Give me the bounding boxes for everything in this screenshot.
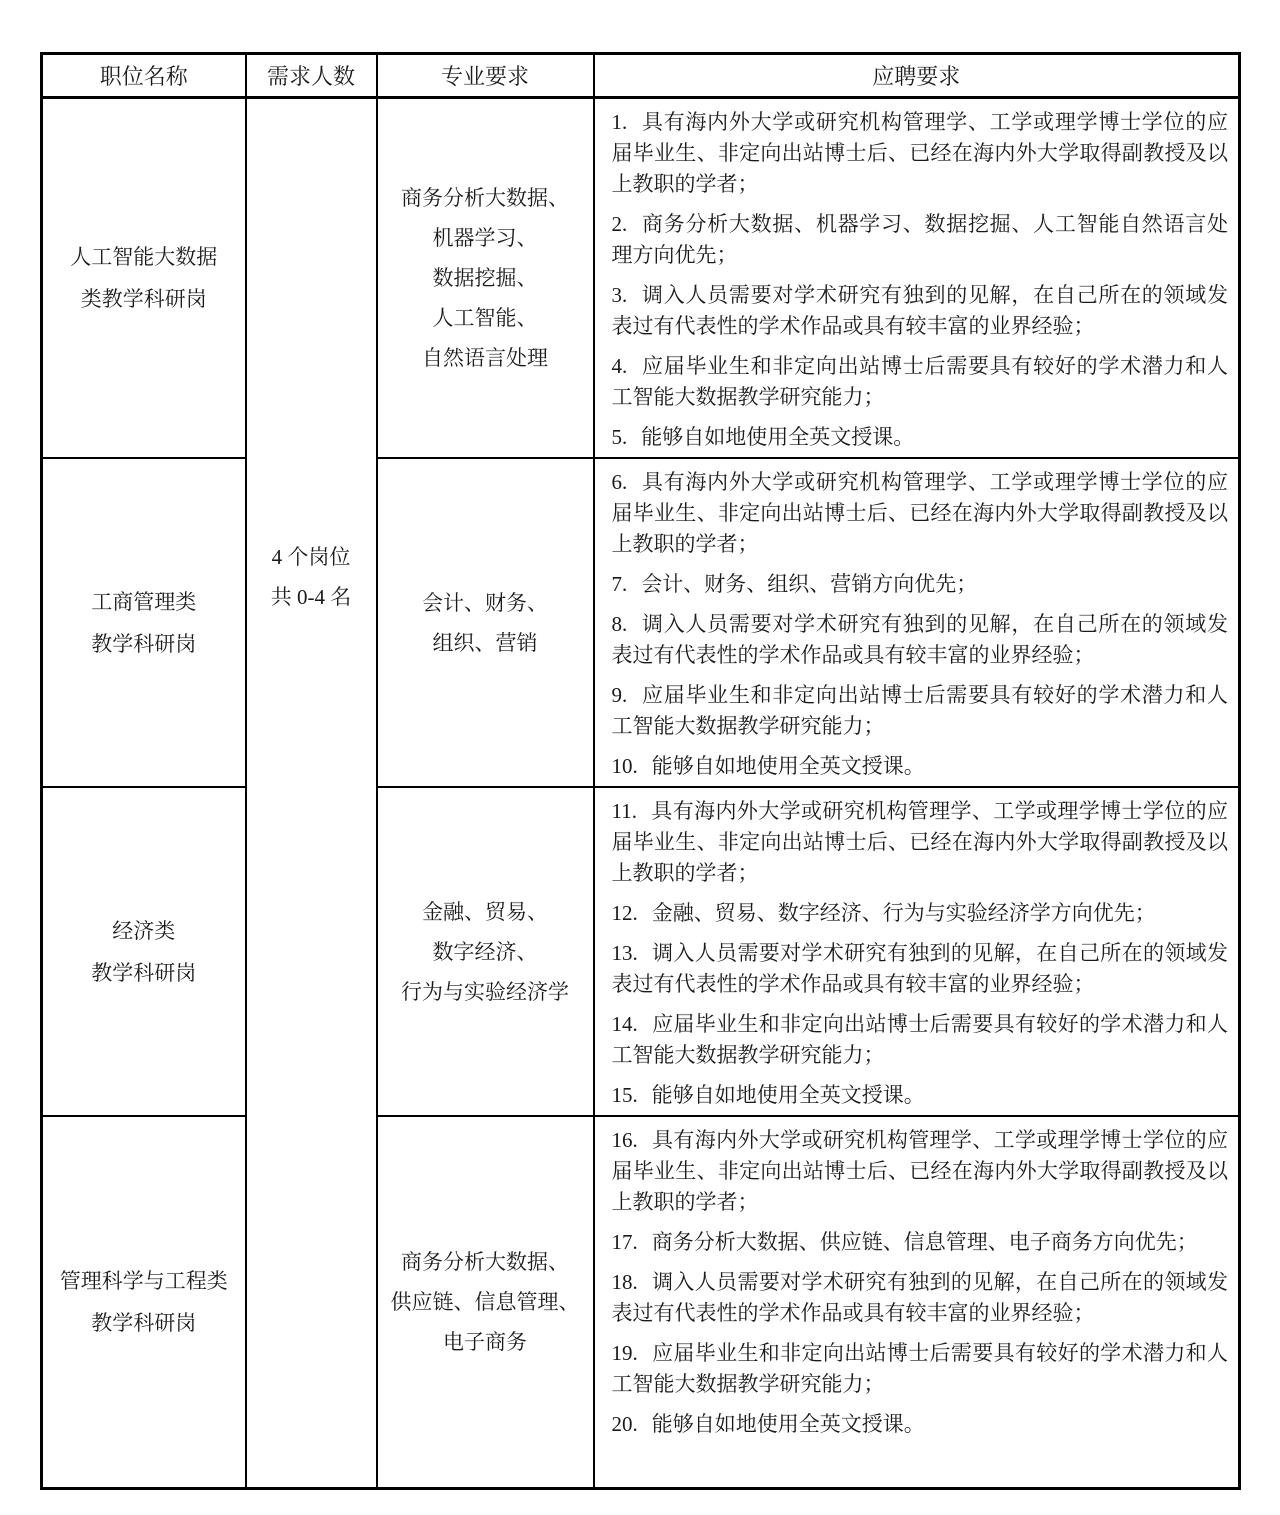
requirement-item <box>612 1080 1229 1111</box>
major-line: 机器学习、 <box>432 226 538 250</box>
major-cell <box>377 98 594 459</box>
header-major: 专业要求 <box>377 54 594 98</box>
requirement-text: 调入人员需要对学术研究有独到的见解，在自己所在的领域发表过有代表性的学术作品或具有较丰富的业界经验； <box>611 612 1228 667</box>
requirement-number: 1. <box>611 110 628 134</box>
major-line: 行为与实验经济学 <box>401 979 569 1004</box>
major-cell <box>377 1116 594 1488</box>
requirement-item <box>612 1125 1229 1218</box>
position-cell <box>42 458 246 787</box>
headcount-line: 共 0-4 名 <box>270 585 352 609</box>
requirement-text: 具有海内外大学或研究机构管理学、工学或理学博士学位的应届毕业生、非定向出站博士后、已经在海内外大学取得副教授及以上教职的学者； <box>611 110 1228 196</box>
major-line: 人工智能、 <box>432 306 538 330</box>
major-line: 组织、营销 <box>432 630 538 655</box>
requirement-text: 具有海内外大学或研究机构管理学、工学或理学博士学位的应届毕业生、非定向出站博士后、已经在海内外大学取得副教授及以上教职的学者； <box>611 799 1228 885</box>
requirements-cell <box>594 458 1240 787</box>
position-cell <box>42 98 246 459</box>
position-line: 教学科研岗 <box>91 1310 197 1335</box>
requirement-item <box>612 467 1229 560</box>
requirement-number: 2. <box>611 212 628 236</box>
requirement-text: 应届毕业生和非定向出站博士后需要具有较好的学术潜力和人工智能大数据教学研究能力； <box>611 354 1228 409</box>
table-row <box>42 787 1240 1116</box>
header-position: 职位名称 <box>42 54 246 98</box>
requirements-cell <box>594 1116 1240 1488</box>
requirement-text: 调入人员需要对学术研究有独到的见解，在自己所在的领域发表过有代表性的学术作品或具有较丰富的业界经验； <box>611 1270 1228 1325</box>
requirement-text: 金融、贸易、数字经济、行为与实验经济学方向优先； <box>651 901 1156 925</box>
headcount-line: 4 个岗位 <box>271 545 351 569</box>
table-row <box>42 458 1240 787</box>
requirement-item <box>612 1338 1229 1400</box>
requirement-number: 4. <box>611 354 628 378</box>
requirement-number: 7. <box>611 572 628 596</box>
requirement-item <box>612 107 1229 200</box>
major-line: 会计、财务、 <box>422 590 548 615</box>
major-line: 数据挖掘、 <box>432 266 538 290</box>
header-requirements: 应聘要求 <box>594 54 1240 98</box>
position-line: 教学科研岗 <box>91 631 197 656</box>
requirement-item <box>612 422 1229 453</box>
position-line: 人工智能大数据 <box>70 245 218 269</box>
requirement-number: 14. <box>611 1012 638 1036</box>
requirement-number: 16. <box>611 1128 638 1152</box>
requirement-item <box>612 209 1229 271</box>
headcount-text <box>247 99 376 617</box>
major-line: 自然语言处理 <box>422 346 548 370</box>
requirement-item <box>612 1409 1229 1440</box>
major-line: 金融、贸易、 <box>422 899 548 924</box>
requirement-text: 具有海内外大学或研究机构管理学、工学或理学博士学位的应届毕业生、非定向出站博士后、已经在海内外大学取得副教授及以上教职的学者； <box>611 470 1228 556</box>
position-line: 教学科研岗 <box>91 960 197 985</box>
requirement-number: 13. <box>611 941 638 965</box>
requirements-cell <box>594 787 1240 1116</box>
requirement-item <box>612 938 1229 1000</box>
recruitment-table <box>40 52 1241 1490</box>
requirement-item <box>612 680 1229 742</box>
requirement-number: 3. <box>611 283 628 307</box>
requirement-text: 调入人员需要对学术研究有独到的见解，在自己所在的领域发表过有代表性的学术作品或具有较丰富的业界经验； <box>611 941 1228 996</box>
requirement-item <box>612 351 1229 413</box>
position-cell <box>42 1116 246 1488</box>
major-line: 电子商务 <box>443 1329 527 1354</box>
requirement-number: 20. <box>611 1412 638 1436</box>
requirement-item <box>612 751 1229 782</box>
requirement-item <box>612 898 1229 929</box>
major-line: 数字经济、 <box>432 939 538 964</box>
header-row <box>42 54 1240 98</box>
major-cell <box>377 787 594 1116</box>
requirement-number: 17. <box>611 1230 638 1254</box>
requirement-text: 会计、财务、组织、营销方向优先； <box>641 572 978 596</box>
position-line: 类教学科研岗 <box>80 287 207 311</box>
major-cell <box>377 458 594 787</box>
position-cell <box>42 787 246 1116</box>
major-line: 商务分析大数据、 <box>401 1249 569 1274</box>
major-line: 商务分析大数据、 <box>401 186 569 210</box>
requirement-text: 商务分析大数据、机器学习、数据挖掘、人工智能自然语言处理方向优先； <box>611 212 1228 267</box>
requirement-text: 能够自如地使用全英文授课。 <box>651 754 925 778</box>
requirement-number: 6. <box>611 470 628 494</box>
requirement-text: 能够自如地使用全英文授课。 <box>651 1083 925 1107</box>
requirement-item <box>612 1267 1229 1329</box>
requirement-number: 9. <box>611 683 628 707</box>
requirement-item <box>612 609 1229 671</box>
requirement-item <box>612 569 1229 600</box>
requirement-text: 调入人员需要对学术研究有独到的见解，在自己所在的领域发表过有代表性的学术作品或具有较丰富的业界经验； <box>611 283 1228 338</box>
requirements-cell <box>594 98 1240 459</box>
requirement-text: 商务分析大数据、供应链、信息管理、电子商务方向优先； <box>651 1230 1198 1254</box>
position-line: 工商管理类 <box>91 589 197 614</box>
position-line: 管理科学与工程类 <box>59 1268 228 1293</box>
requirement-number: 12. <box>611 901 638 925</box>
requirement-number: 10. <box>611 754 638 778</box>
requirement-text: 应届毕业生和非定向出站博士后需要具有较好的学术潜力和人工智能大数据教学研究能力； <box>611 1012 1228 1067</box>
requirement-text: 应届毕业生和非定向出站博士后需要具有较好的学术潜力和人工智能大数据教学研究能力； <box>611 683 1228 738</box>
requirement-number: 5. <box>611 425 628 449</box>
header-headcount: 需求人数 <box>246 54 377 98</box>
requirement-item <box>612 1227 1229 1258</box>
requirement-item <box>612 796 1229 889</box>
requirement-text: 能够自如地使用全英文授课。 <box>651 1412 925 1436</box>
requirement-number: 19. <box>611 1341 638 1365</box>
requirement-text: 具有海内外大学或研究机构管理学、工学或理学博士学位的应届毕业生、非定向出站博士后、已经在海内外大学取得副教授及以上教职的学者； <box>611 1128 1228 1214</box>
headcount-cell <box>246 98 377 1489</box>
requirement-number: 18. <box>611 1270 638 1294</box>
requirement-number: 15. <box>611 1083 638 1107</box>
requirement-number: 11. <box>611 799 637 823</box>
requirement-item <box>612 1009 1229 1071</box>
requirement-text: 应届毕业生和非定向出站博士后需要具有较好的学术潜力和人工智能大数据教学研究能力； <box>611 1341 1228 1396</box>
table-row <box>42 98 1240 459</box>
major-line: 供应链、信息管理、 <box>390 1289 580 1314</box>
table-row <box>42 1116 1240 1488</box>
position-line: 经济类 <box>112 918 176 943</box>
requirement-item <box>612 280 1229 342</box>
requirement-number: 8. <box>611 612 628 636</box>
requirement-text: 能够自如地使用全英文授课。 <box>641 425 915 449</box>
